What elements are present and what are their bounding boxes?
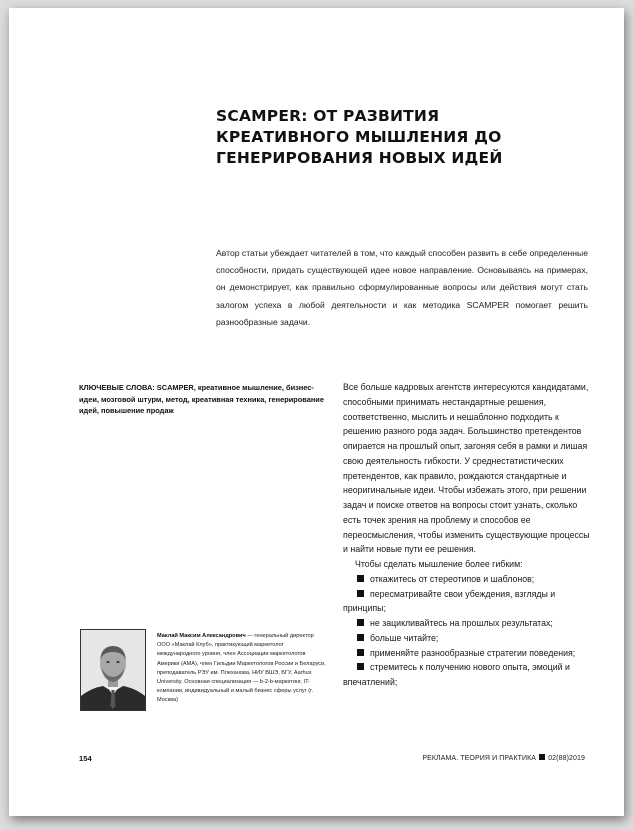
author-portrait-image (81, 630, 145, 710)
author-bio (157, 632, 327, 706)
page-number: 154 (79, 754, 92, 763)
list-item: применяйте разнообразные стратегии поведения; (343, 646, 591, 661)
article-abstract: Автор статьи убеждает читателей в том, что каждый способен развить в себе определенные способности, придать существующей идее новое направление. Основываясь на примерах, он демонстрирует, как правильно сформулированные вопросы или действия могут стать залогом успеха в любой деятельности и как методика SCAMPER помогает решить разнообразные задачи. (216, 248, 588, 327)
article-keywords: КЛЮЧЕВЫЕ СЛОВА: SCAMPER, креативное мышление, бизнес-идеи, мозговой штурм, метод, креативная техника, генерирование идей, повышение продаж (79, 383, 324, 416)
recommendation-list (343, 572, 591, 690)
square-separator-icon (539, 754, 545, 760)
journal-issue: 02(88)2019 (548, 755, 585, 762)
body-paragraph: Все больше кадровых агентств интересуются кандидатами, способными принимать нестандартные решения, соответственно, мыслить и нешаблонно подходить к решению разного рода задач. Большинство претендентов опирается на прошлый опыт, загоняя себя в рамки и лишая свою деятельность гибкости. У среднестатистических претендентов, как правило, рождаются стандартные и неоригинальные идеи. Чтобы избежать этого, при решении задач и поиске ответов на вопросы стоит узнать, сколько есть точек зрения на проблему и способов ее переосмысления, чтобы изменить существующие процессы и найти новые пути ее решения. (343, 382, 590, 555)
square-bullet-icon (357, 575, 364, 582)
author-name: Маклай Максим Александрович (157, 633, 246, 639)
square-bullet-icon (357, 649, 364, 656)
author-description: — генеральный директор ООО «Маклай Клуб», практикующий маркетолог международного уровня, член Ассоциации маркетологов Америки (AMA), член Гильдии Маркетологов России и Беларуси, преподаватель РЭУ им. Плеханова, НИУ ВШЭ, БГУ, Aarhus University. Основная специализация — b-2-b-маркетинг, IT-компании, индивидуальный и малый бизнес сферы услуг (г. Москва) (157, 633, 326, 704)
author-photo (80, 629, 146, 711)
list-item: больше читайте; (343, 631, 591, 646)
list-item: не зацикливайтесь на прошлых результатах; (343, 616, 591, 631)
list-item: откажитесь от стереотипов и шаблонов; (343, 572, 591, 587)
journal-footer (422, 754, 585, 762)
square-bullet-icon (357, 634, 364, 641)
list-intro: Чтобы сделать мышление более гибким: (355, 559, 523, 569)
square-bullet-icon (357, 590, 364, 597)
journal-name: РЕКЛАМА. ТЕОРИЯ И ПРАКТИКА (422, 755, 537, 762)
list-item: пересматривайте свои убеждения, взгляды и принципы; (343, 588, 556, 614)
journal-page (9, 8, 624, 816)
list-item: стремитесь к получению нового опыта, эмоций и впечатлений; (343, 662, 570, 687)
square-bullet-icon (357, 663, 364, 670)
square-bullet-icon (357, 619, 364, 626)
article-title: SCAMPER: ОТ РАЗВИТИЯ КРЕАТИВНОГО МЫШЛЕНИЯ ДО ГЕНЕРИРОВАНИЯ НОВЫХ ИДЕЙ (216, 107, 503, 167)
article-body (343, 380, 591, 690)
